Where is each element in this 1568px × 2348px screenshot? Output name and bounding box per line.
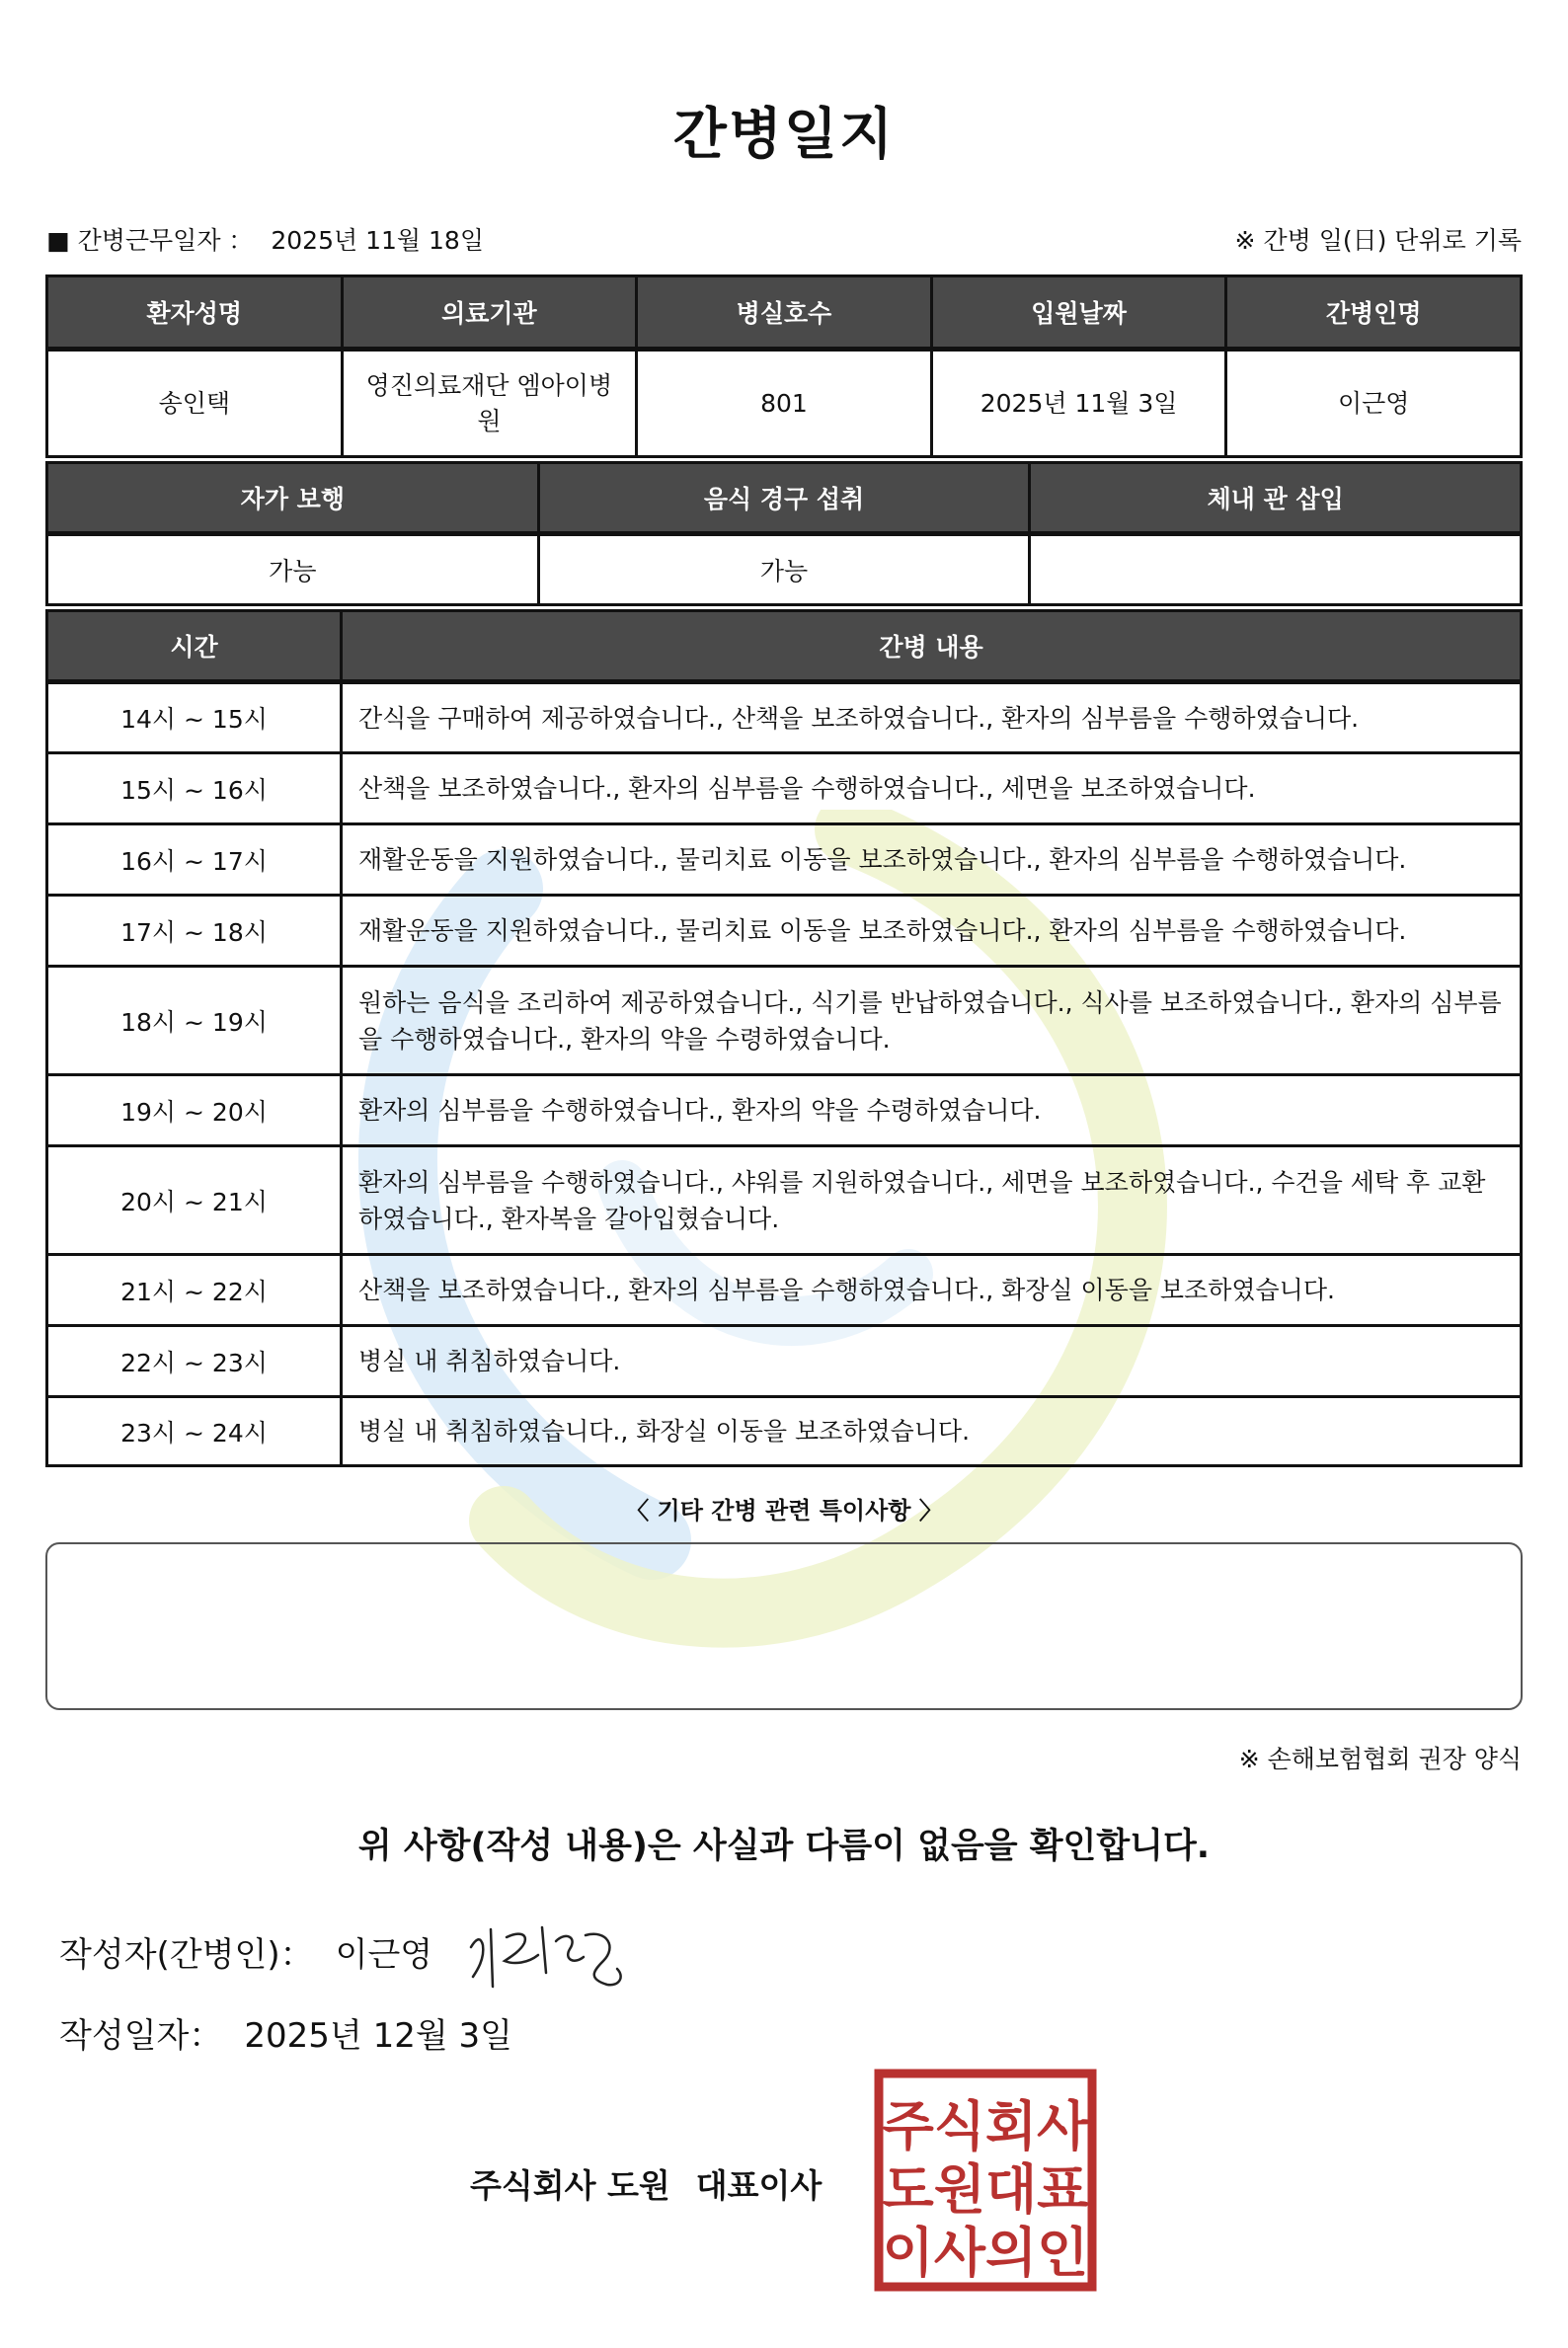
- header-time: 시간: [47, 611, 342, 682]
- written-date-label: 작성일자：: [59, 2016, 223, 2056]
- patient-info-table: [45, 274, 1523, 458]
- written-date-line: [59, 2008, 512, 2057]
- svg-text:주식회사: 주식회사: [882, 2095, 1089, 2157]
- written-date-value: 2025년 12월 3일: [244, 2016, 512, 2056]
- row-content: 간식을 구매하여 제공하였습니다., 산책을 보조하였습니다., 환자의 심부름을 수행하였습니다.: [342, 682, 1522, 753]
- document-title: 간병일지: [672, 103, 896, 167]
- company-representative: 대표이사: [695, 2166, 823, 2205]
- header-self-walking: 자가 보행: [47, 463, 539, 534]
- row-time: 15시 ~ 16시: [47, 753, 342, 824]
- row-time: 17시 ~ 18시: [47, 896, 342, 967]
- work-date-line: [46, 221, 484, 257]
- header-admission-date: 입원날짜: [931, 276, 1226, 350]
- special-notes-title: 〈 기타 간병 관련 특이사항 〉: [625, 1497, 943, 1525]
- svg-text:이사의인: 이사의인: [882, 2222, 1089, 2284]
- header-caregiver-name: 간병인명: [1226, 276, 1522, 350]
- row-content: 원하는 음식을 조리하여 제공하였습니다., 식기를 반납하였습니다., 식사를 보조하였습니다., 환자의 심부름을 수행하였습니다., 환자의 약을 수령하였습니다.: [342, 967, 1522, 1075]
- row-content: 환자의 심부름을 수행하였습니다., 환자의 약을 수령하였습니다.: [342, 1075, 1522, 1146]
- header-care-content: 간병 내용: [342, 611, 1522, 682]
- header-tube-insertion: 체내 관 삽입: [1030, 463, 1522, 534]
- row-content: 산책을 보조하였습니다., 환자의 심부름을 수행하였습니다., 세면을 보조하였습니다.: [342, 753, 1522, 824]
- record-note: ※ 간병 일(日) 단위로 기록: [1234, 226, 1522, 255]
- confirmation-statement: 위 사항(작성 내용)은 사실과 다름이 없음을 확인합니다.: [357, 1827, 1211, 1866]
- row-content: 병실 내 취침하였습니다.: [342, 1326, 1522, 1397]
- patient-status-table: [45, 461, 1523, 606]
- admission-date: 2025년 11월 3일: [931, 350, 1226, 457]
- company-line: [470, 2160, 822, 2207]
- self-walking-value: 가능: [47, 534, 539, 605]
- company-name: 주식회사 도원: [470, 2166, 670, 2205]
- writer-label: 작성자(간병인)：: [59, 1935, 314, 1975]
- special-notes-box: [45, 1542, 1523, 1710]
- form-source-note: ※ 손해보험협회 권장 양식: [1238, 1745, 1522, 1773]
- row-time: 16시 ~ 17시: [47, 824, 342, 896]
- signature: [459, 1908, 632, 1995]
- row-time: 22시 ~ 23시: [47, 1326, 342, 1397]
- work-date-value: 2025년 11월 18일: [271, 226, 484, 255]
- header-room: 병실호수: [637, 276, 932, 350]
- svg-text:도원대표: 도원대표: [882, 2158, 1089, 2221]
- company-seal: [873, 2068, 1098, 2293]
- row-time: 18시 ~ 19시: [47, 967, 342, 1075]
- room-number: 801: [637, 350, 932, 457]
- row-content: 병실 내 취침하였습니다., 화장실 이동을 보조하였습니다.: [342, 1397, 1522, 1466]
- hospital-name: 영진의료재단 엠아이병원: [342, 350, 637, 457]
- caregiver-name: 이근영: [1226, 350, 1522, 457]
- row-content: 재활운동을 지원하였습니다., 물리치료 이동을 보조하였습니다., 환자의 심부름을 수행하였습니다.: [342, 824, 1522, 896]
- row-content: 재활운동을 지원하였습니다., 물리치료 이동을 보조하였습니다., 환자의 심부름을 수행하였습니다.: [342, 896, 1522, 967]
- row-time: 19시 ~ 20시: [47, 1075, 342, 1146]
- writer-line: [59, 1927, 432, 1976]
- header-hospital: 의료기관: [342, 276, 637, 350]
- row-time: 20시 ~ 21시: [47, 1146, 342, 1255]
- row-time: 14시 ~ 15시: [47, 682, 342, 753]
- row-time: 21시 ~ 22시: [47, 1255, 342, 1326]
- patient-name: 송인택: [47, 350, 343, 457]
- header-oral-intake: 음식 경구 섭취: [538, 463, 1030, 534]
- row-time: 23시 ~ 24시: [47, 1397, 342, 1466]
- row-content: 산책을 보조하였습니다., 환자의 심부름을 수행하였습니다., 화장실 이동을 보조하였습니다.: [342, 1255, 1522, 1326]
- header-patient-name: 환자성명: [47, 276, 343, 350]
- tube-insertion-value: [1030, 534, 1522, 605]
- writer-name: 이근영: [335, 1935, 433, 1975]
- oral-intake-value: 가능: [538, 534, 1030, 605]
- care-log-table: [45, 609, 1523, 1467]
- work-date-label: ■ 간병근무일자 ：: [46, 226, 254, 255]
- row-content: 환자의 심부름을 수행하였습니다., 샤워를 지원하였습니다., 세면을 보조하였습니다., 수건을 세탁 후 교환하였습니다., 환자복을 갈아입혔습니다.: [342, 1146, 1522, 1255]
